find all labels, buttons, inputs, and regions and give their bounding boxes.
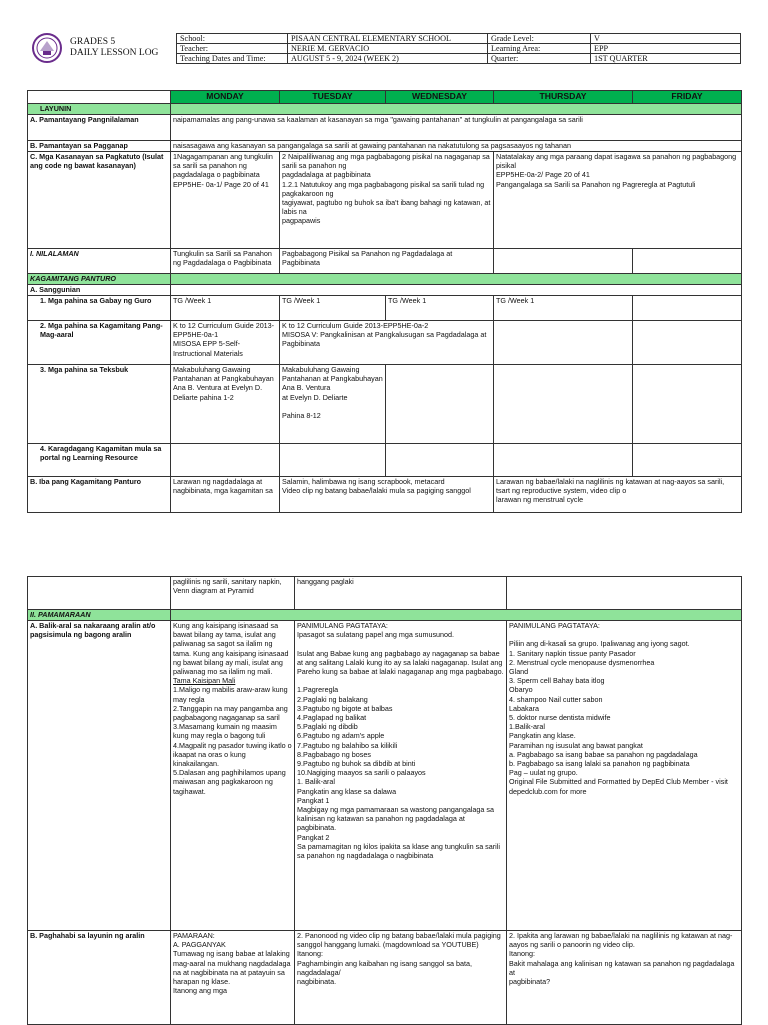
balik-aral-monday (171, 621, 295, 931)
gabay-wednesday: TG /Week 1 (386, 296, 494, 321)
balik-aral-monday-list: 1.Maligo ng mabilis araw-araw kung may regla 2.Tanggapin na may pangamba ang pagbabagong nagaganap sa saril 3.Masamang kumain ng maasim kung may regla o bagong tuli 4.Magpalit ng pasador tuwing ikatlo o ikaapat na oras o kung kinakailangan. 5.Dalasan ang paghihilamos upang maiwasan ang pagkakaroon ng tagihawat. (173, 685, 292, 796)
iba-tuesday: Salamin, halimbawa ng isang scrapbook, metacard Video clip ng batang babae/lalaki mula sa pagiging sanggol (280, 477, 494, 513)
portal-wednesday (386, 444, 494, 477)
learning-area-label: Learning Area: (488, 44, 591, 54)
tama-mali-header: Tama Kaisipan Mali (173, 676, 236, 686)
row-label-kasanayan: C. Mga Kasanayan sa Pagkatuto (Isulat ang code ng bawat kasanayan) (28, 152, 171, 249)
teksbuk-thursday (494, 365, 633, 444)
continued-thursday (507, 577, 742, 610)
row-label-portal: 4. Karagdagang Kagamitan mula sa portal ng Learning Resource (28, 444, 171, 477)
row-label-paghahabi: B. Paghahabi sa layunin ng aralin (28, 931, 171, 1025)
lesson-log-title (70, 37, 158, 59)
balik-aral-monday-intro: Kung ang kaisipang isinasaad sa bawat bilang ay tama, isulat ang paliwanag sa sagot sa ilalim ng tama. Kung ang kaisipang isinasaad ng bawat bilang ay mali, isulat ang paliwanag mo sa ilalim ng mali. (173, 621, 289, 677)
section-layunin: LAYUNIN (28, 104, 171, 115)
row-label-teksbuk: 3. Mga pahina sa Teksbuk (28, 365, 171, 444)
balik-aral-thursday: PANIMULANG PAGTATAYA: Piliin ang di-kasali sa grupo. Ipaliwanag ang iyong sagot. 1. Sanitary napkin tissue panty Pasador 2. Menstrual cycle menopause dysmenorrhea Gland 3. Sperm cell Bahay bata itlog Obaryo 4. shampoo Nail cutter sabon Labakara 5. doktor nurse dentista midwife 1.Balik-aral Pangkatin ang klase. Paramihan ng isusulat ang bawat pangkat a. Pagbabago sa isang babae sa panahon ng pagdadalaga b. Pagbabago sa isang lalaki sa panahon ng pagbibinata Pag – uulat ng grupo. Original File Submitted and Formatted by DepEd Club Member - visit depedclub.com for more (507, 621, 742, 931)
section-kagamitan: KAGAMITANG PANTURO (28, 274, 171, 285)
grade-line: GRADES 5 (70, 37, 116, 47)
iba-monday: Larawan ng nagdadalaga at nagbibinata, mga kagamitan sa (171, 477, 280, 513)
quarter-value: 1ST QUARTER (591, 54, 741, 64)
teksbuk-friday (633, 365, 742, 444)
nilalaman-friday (633, 249, 742, 274)
day-wednesday: WEDNESDAY (386, 91, 494, 104)
continued-label (28, 577, 171, 610)
grade-level-label: Grade Level: (488, 34, 591, 44)
continued-tuesday: hanggang paglaki (295, 577, 507, 610)
quarter-label: Quarter: (488, 54, 591, 64)
nilalaman-thursday (494, 249, 633, 274)
grade-level-value: V (591, 34, 741, 44)
lesson-table-1 (27, 90, 742, 513)
continued-monday: paglilinis ng sarili, sanitary napkin, Venn diagram at Pyramid (171, 577, 295, 610)
kasanayan-tuesday: 2 Naipaliliwanag ang mga pagbabagong pisikal na nagaganap sa sarili sa panahon ng pagdadalaga at pagbibinata 1.2.1 Natutukoy ang mga pagbabagong pisikal sa sarili tulad ng pagkakaroon ng tagiyawat, pagtubo ng buhok sa iba't ibang bahagi ng katawan, at labis na pagpapawis (280, 152, 494, 249)
row-label-balik-aral: A. Balik-aral sa nakaraang aralin at/o pagsisimula ng bagong aralin (28, 621, 171, 931)
day-thursday: THURSDAY (494, 91, 633, 104)
day-monday: MONDAY (171, 91, 280, 104)
day-tuesday: TUESDAY (280, 91, 386, 104)
row-label-gabay: 1. Mga pahina sa Gabay ng Guro (28, 296, 171, 321)
row-label-iba-pang-kagamitan: B. Iba pang Kagamitang Panturo (28, 477, 171, 513)
dates-value: AUGUST 5 - 9, 2024 (WEEK 2) (288, 54, 488, 64)
paghahabi-monday: PAMARAAN: A. PAGGANYAK Tumawag ng isang babae at lalaking mag-aaral na mukhang nagdadalaga na at nagbibinata na at patayuin sa harapan ng klase. Itanong ang mga (171, 931, 295, 1025)
teacher-label: Teacher: (177, 44, 288, 54)
kagamitan-thursday (494, 321, 633, 365)
portal-tuesday (280, 444, 386, 477)
kagamitan-tuesday: K to 12 Curriculum Guide 2013-EPP5HE-0a-2 MISOSA V: Pangkalinisan at Pangkalusugan sa Pagdadalaga at Pagbibinata (280, 321, 494, 365)
deped-seal-icon (32, 33, 62, 63)
teksbuk-tuesday: Makabuluhang Gawaing Pantahanan at Pangkabuhayan Ana B. Ventura at Evelyn D. Deliarte Pahina 8-12 (280, 365, 386, 444)
gabay-monday: TG /Week 1 (171, 296, 280, 321)
header-info-table (176, 33, 741, 64)
row-text-pamantayang-pangnilalaman: naipamamalas ang pang-unawa sa kaalaman at kasanayan sa mga "gawaing pantahanan" at tungkulin at pangangalaga sa sarili (171, 115, 742, 141)
paghahabi-tuesday: 2. Panonood ng video clip ng batang babae/lalaki mula pagiging sanggol hanggang lumaki. (magdownload sa YOUTUBE) Itanong: Paghambingin ang kaibahan ng isang sanggol sa bata, nagdadalaga/ nagbibinata. (295, 931, 507, 1025)
row-label-sanggunian: A. Sanggunian (28, 285, 171, 296)
school-label: School: (177, 34, 288, 44)
balik-aral-tuesday: PANIMULANG PAGTATAYA: Ipasagot sa sulatang papel ang mga sumusunod. Isulat ang Babae kung ang pagbabago ay nagaganap sa babae at ang salitang Lalaki kung ito ay sa lalaki nagaganap. Isulat ang Pareho kung sa babae at lalaki nagaganap ang mga pagbabago. 1.Pagreregla 2.Paglaki ng balakang 3.Pagtubo ng bigote at balbas 4.Paglapad ng balikat 5.Paglaki ng dibdib 6.Pagtubo ng adam's apple 7.Pagtubo ng balahibo sa kilikili 8.Pagbabago ng boses 9.Pagtubo ng buhok sa dibdib at binti 10.Nagiging maayos sa sarili o palaayos 1. Balik-aral Pangkatin ang klase sa dalawa Pangkat 1 Magbigay ng mga pamamaraan sa wastong pangangalaga sa kalinisan ng katawan sa panahon ng pagdadalaga at pagbibinata. Pangkat 2 Sa pamamagitan ng kilos ipakita sa klase ang tungkulin sa sarili sa panahon ng nagdadalaga o nagbibinata (295, 621, 507, 931)
paghahabi-thursday: 2. Ipakita ang larawan ng babae/lalaki na naglilinis ng katawan at nag-aayos ng sarili o panoorin ng video clip. Itanong: Bakit mahalaga ang kalinisan ng katawan sa panahon ng pagdadalaga at pagbibinata? (507, 931, 742, 1025)
section-kagamitan-fill (171, 274, 742, 285)
dates-label: Teaching Dates and Time: (177, 54, 288, 64)
blank-header (28, 91, 171, 104)
kagamitan-monday: K to 12 Curriculum Guide 2013-EPP5HE-0a-1 MISOSA EPP 5-Self-Instructional Materials (171, 321, 280, 365)
gabay-friday (633, 296, 742, 321)
nilalaman-monday: Tungkulin sa Sarili sa Panahon ng Pagdadalaga o Pagbibinata (171, 249, 280, 274)
log-line: DAILY LESSON LOG (70, 48, 159, 58)
school-value: PISAAN CENTRAL ELEMENTARY SCHOOL (288, 34, 488, 44)
teksbuk-wednesday (386, 365, 494, 444)
row-label-nilalaman: I. NILALAMAN (28, 249, 171, 274)
portal-monday (171, 444, 280, 477)
kagamitan-friday (633, 321, 742, 365)
kasanayan-monday: 1Nagagampanan ang tungkulin sa sarili sa panahon ng pagdadalaga o pagbibinata EPP5HE- 0a-1/ Page 20 of 41 (171, 152, 280, 249)
learning-area-value: EPP (591, 44, 741, 54)
row-label-pamantayan-sa-pagganap: B. Pamantayan sa Pagganap (28, 141, 171, 152)
section-layunin-fill (171, 104, 742, 115)
row-text-pamantayan-sa-pagganap: naisasagawa ang kasanayan sa pangangalaga sa sarili at gawaing pantahanan na nakatutulong sa pagsasaayos ng tahanan (171, 141, 742, 152)
gabay-thursday: TG /Week 1 (494, 296, 633, 321)
iba-thursday: Larawan ng babae/lalaki na naglilinis ng katawan at nag-aayos sa sarili, tsart ng reproductive system, video clip o larawan ng menstrual cycle (494, 477, 742, 513)
nilalaman-tuesday: Pagbabagong Pisikal sa Panahon ng Pagdadalaga at Pagbibinata (280, 249, 494, 274)
teacher-value: NERIE M. GERVACIO (288, 44, 488, 54)
row-label-kagamitang-mag-aaral: 2. Mga pahina sa Kagamitang Pang-Mag-aaral (28, 321, 171, 365)
teksbuk-monday: Makabuluhang Gawaing Pantahanan at Pangkabuhayan Ana B. Ventura at Evelyn D. Deliarte pahina 1-2 (171, 365, 280, 444)
lesson-table-2 (27, 576, 742, 1025)
row-label-pamantayang-pangnilalaman: A. Pamantayang Pangnilalaman (28, 115, 171, 141)
section-pamamaraan: II. PAMAMARAAN (28, 610, 171, 621)
section-pamamaraan-fill (171, 610, 742, 621)
gabay-tuesday: TG /Week 1 (280, 296, 386, 321)
kasanayan-thursday: Natatalakay ang mga paraang dapat isagawa sa panahon ng pagbabagong pisikal EPP5HE-0a-2/ Page 20 of 41 Pangangalaga sa Sarili sa Panahon ng Pagreregla at Pagtutuli (494, 152, 742, 249)
portal-thursday (494, 444, 633, 477)
portal-friday (633, 444, 742, 477)
sanggunian-fill (171, 285, 742, 296)
day-friday: FRIDAY (633, 91, 742, 104)
